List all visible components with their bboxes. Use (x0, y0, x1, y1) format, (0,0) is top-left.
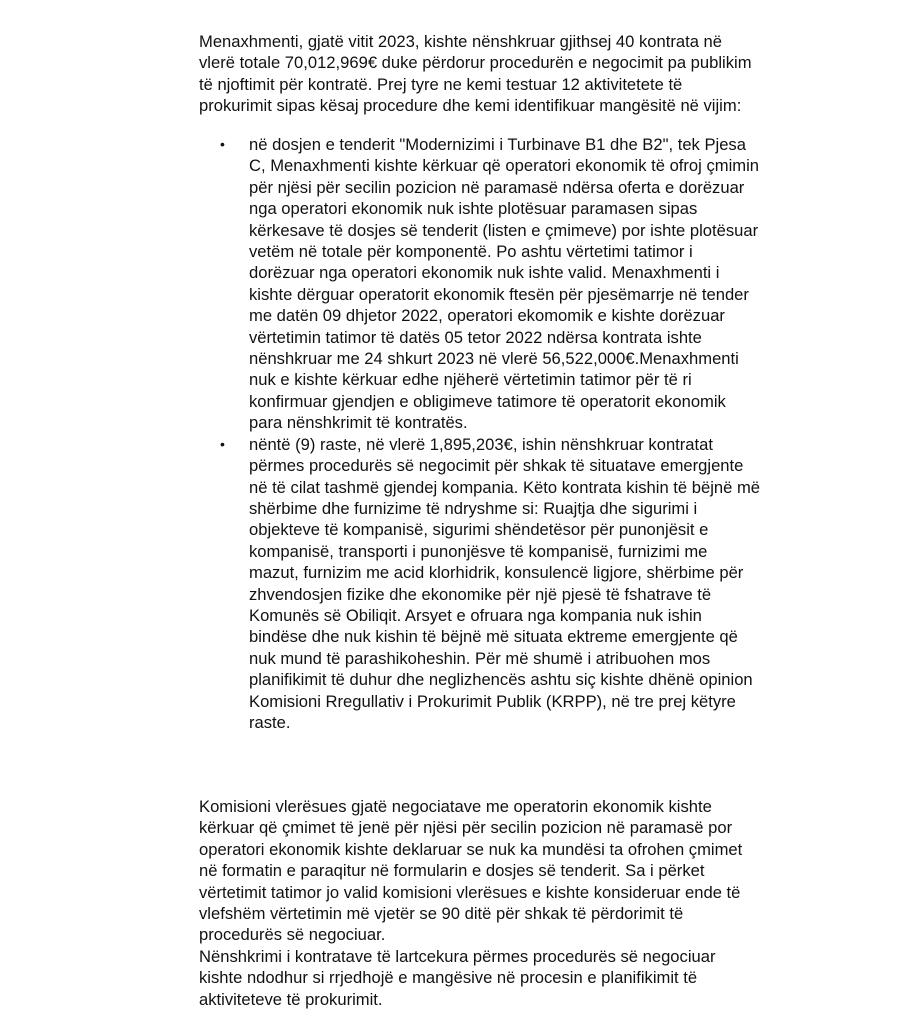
text-line: në dosjen e tenderit "Modernizimi i Turbinave B1 dhe B2", tek Pjesa (249, 135, 746, 154)
text-line: procedurës së negociuar. (199, 925, 386, 945)
text-line: përmes procedurës së negocimit për shkak të situatave emergjente (249, 456, 744, 476)
text-line: nga operatori ekonomik nuk ishte plotësuar paramasen sipas (249, 199, 698, 219)
findings-list (199, 134, 859, 733)
response-paragraph (199, 796, 839, 1010)
text-line: aktiviteteve të prokurimit. (199, 989, 383, 1009)
text-line: për njësi për secilin pozicion në paramasë ndërsa oferta e dorëzuar (249, 177, 745, 197)
text-line: konfirmuar gjendjen e obligimeve tatimore të operatorit ekonomik (249, 391, 726, 411)
text-line: në formatin e paraqitur në formularin e dosjes së tenderit. Sa i përket (199, 861, 705, 881)
text-line: shërbime dhe furnizime të ndryshme si: Ruajtja dhe sigurimi i (249, 498, 698, 518)
text-line: Komisioni vlerësues gjatë negociatave me operatorin ekonomik kishte (199, 797, 712, 816)
text-line: kishte dërguar operatorit ekonomik ftesën për pjesëmarrje në tender (249, 284, 749, 304)
text-line: Komunës së Obiliqit. Arsyet e ofruara nga kompania nuk ishin (249, 605, 702, 625)
text-line: para nënshkrimit të kontratës. (249, 413, 468, 433)
text-line: vërtetimit tatimor jo valid komisioni vlerësues e kishte konsideruar ende të (199, 882, 741, 902)
text-line: dorëzuar nga operatori ekonomik nuk ishte valid. Menaxhmenti i (249, 263, 720, 283)
text-line: vërtetimin tatimor të datës 05 tetor 2022 ndërsa kontrata ishte (249, 327, 702, 347)
text-line: kërkesave të dosjes së tenderit (listen e çmimeve) por ishte plotësuar (249, 220, 759, 240)
text-line: vetëm në totale për komponentë. Po ashtu vërtetimi tatimor i (249, 242, 693, 262)
text-line: nuk mund të parashikoheshin. Për më shumë i atribuohen mos (249, 648, 711, 668)
bullet-icon: • (220, 435, 225, 452)
text-line: me datën 09 dhjetor 2022, operatori ekomomik e kishte dorëzuar (249, 306, 725, 326)
text-line: Komisioni Rregullativ i Prokurimit Publik (KRPP), në tre prej këtyre (249, 691, 736, 711)
bullet-icon: • (220, 136, 225, 152)
text-line: zhvendosjen fizike dhe ekonomike për një pjesë të fshatrave të (249, 584, 712, 604)
text-line: planifikimit të duhur dhe neglizhencës ashtu siç kishte dhënë opinion (249, 670, 753, 690)
text-line: Menaxhmenti, gjatë vitit 2023, kishte nënshkruar gjithsej 40 kontrata në (199, 32, 723, 51)
text-line: nënshkruar me 24 shkurt 2023 në vlerë 56,522,000€.Menaxhmenti (249, 349, 739, 369)
text-line: raste. (249, 712, 291, 732)
text-line: bindëse dhe nuk kishin të bëjnë më situata ektreme emergjente që (249, 627, 738, 647)
text-line: vlefshëm vërtetimin më vjetër se 90 ditë për shkak të përdorimit të (199, 904, 684, 924)
text-line: kompanisë, transporti i punonjësve të kompanisë, furnizimi me (249, 541, 708, 561)
text-line: nëntë (9) raste, në vlerë 1,895,203€, ishin nënshkruar kontratat (249, 434, 713, 454)
text-line: mazut, furnizim me acid klorhidrik, konsulencë ligjore, shërbime për (249, 563, 744, 583)
finding-item (199, 134, 859, 434)
text-line: kërkuar që çmimet të jenë për njësi për secilin pozicion në paramasë por (199, 818, 733, 838)
text-line: C, Menaxhmenti kishte kërkuar që operatori ekonomik të ofroj çmimin (249, 156, 760, 176)
text-line: kishte ndodhur si rrjedhojë e mangësive në procesin e planifikimit të (199, 968, 698, 988)
intro-paragraph (199, 31, 839, 117)
text-line: operatori ekonomik kishte deklaruar se nuk ka mundësi ta ofrohen çmimet (199, 839, 743, 859)
finding-item (199, 434, 859, 734)
text-line: nuk e kishte kërkuar edhe njëherë vërtetimin tatimor për të ri (249, 370, 692, 390)
text-line: në të cilat tashmë gjendej kompania. Këto kontrata kishin të bëjnë më (249, 477, 761, 497)
text-line: vlerë totale 70,012,969€ duke përdorur procedurën e negocimit pa publikim (199, 53, 752, 73)
text-line: prokurimit sipas kësaj procedure dhe kemi identifikuar mangësitë në vijim: (199, 96, 742, 116)
text-line: të njoftimit për kontratë. Prej tyre ne kemi testuar 12 aktivitetete të (199, 74, 683, 94)
text-line: objekteve të kompanisë, sigurimi shëndetësor për punonjësit e (249, 520, 709, 540)
text-line: Nënshkrimi i kontratave të lartcekura përmes procedurës së negociuar (199, 946, 716, 966)
